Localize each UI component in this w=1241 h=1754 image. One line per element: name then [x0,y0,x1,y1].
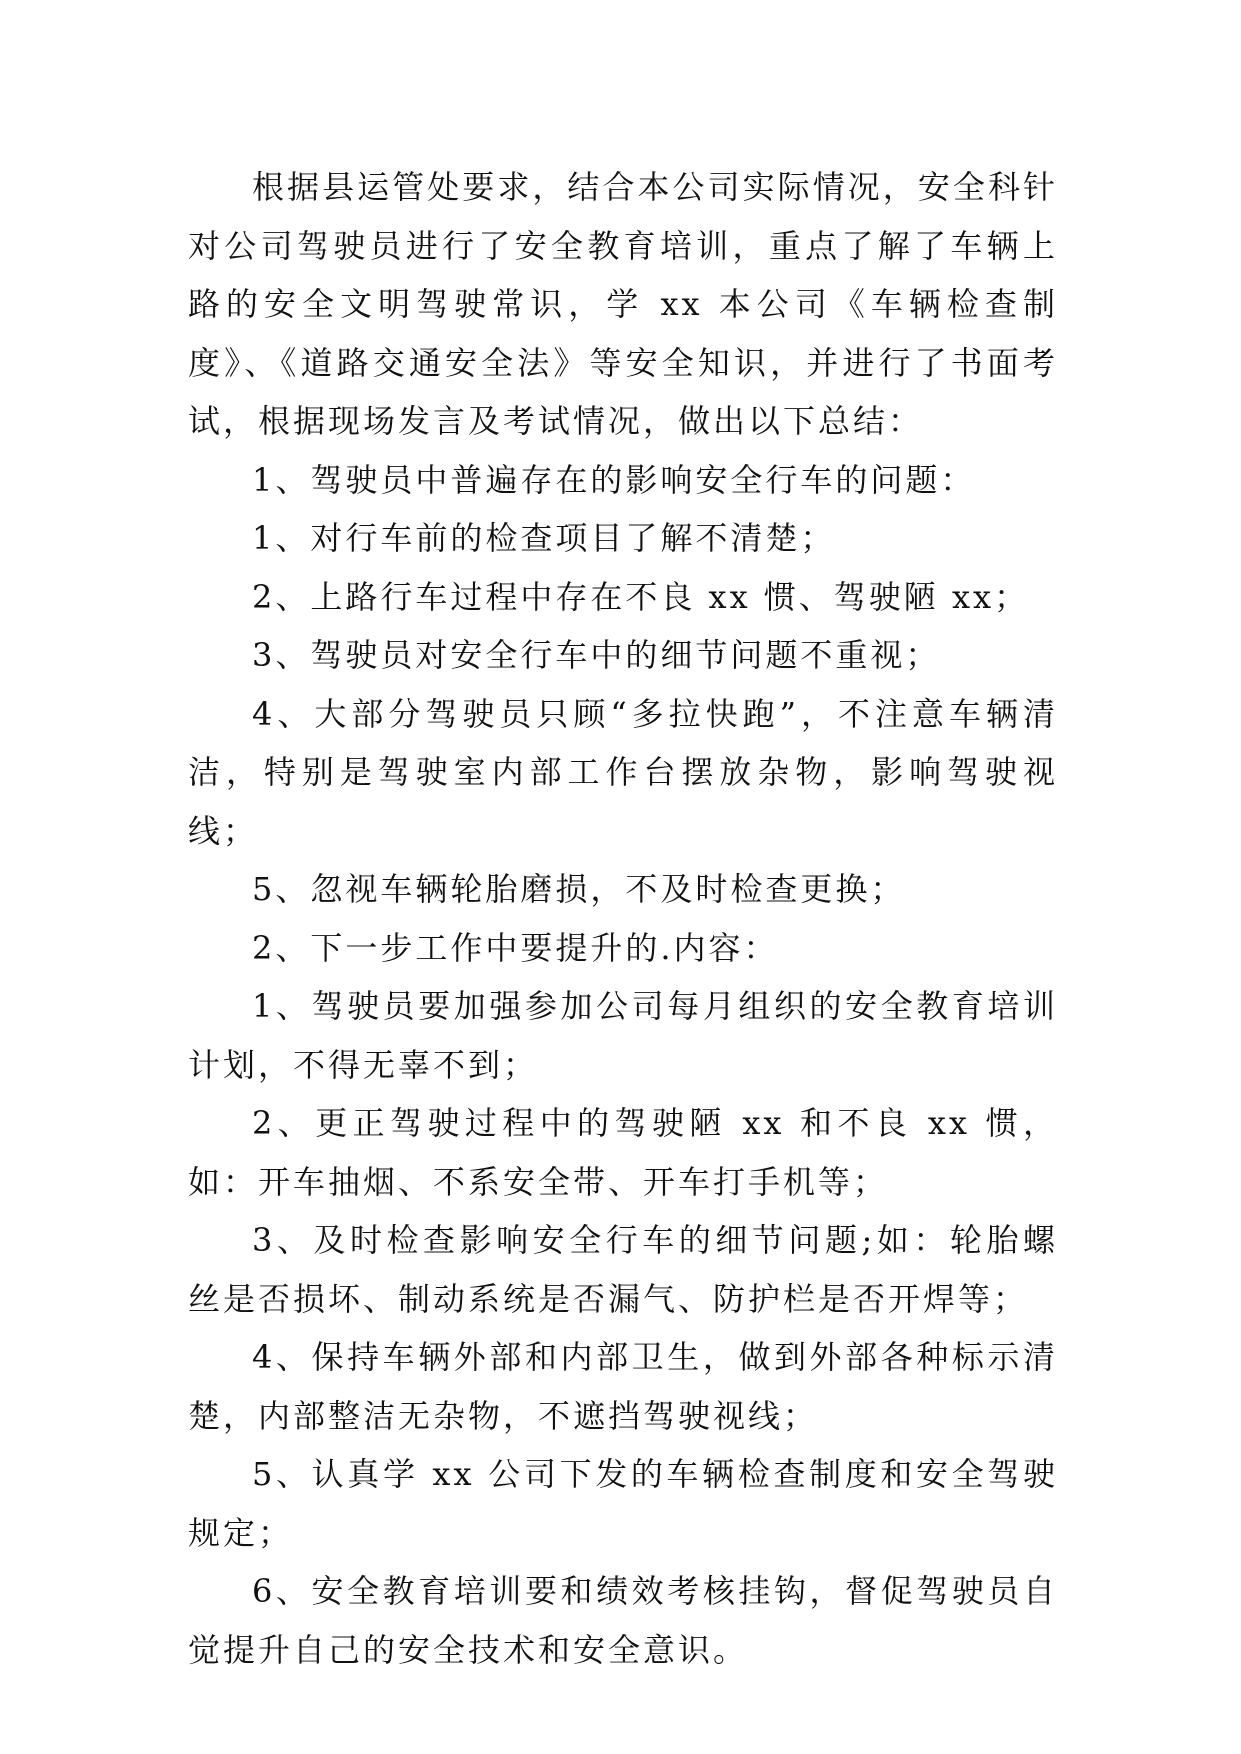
improvement-item: 5、认真学 xx 公司下发的车辆检查制度和安全驾驶规定； [188,1455,1058,1552]
intro-paragraph: 根据县运管处要求，结合本公司实际情况，安全科针对公司驾驶员进行了安全教育培训，重点了解了车辆上路的安全文明驾驶常识，学 xx 本公司《车辆检查制度》、《道路交通安全法》等安全知识，并进行了书面考试，根据现场发言及考试情况，做出以下总结： [188,168,1058,440]
problem-item: 4、大部分驾驶员只顾“多拉快跑”，不注意车辆清洁，特别是驾驶室内部工作台摆放杂物，影响驾驶视线； [188,694,1058,850]
problem-item: 3、驾驶员对安全行车中的细节问题不重视； [252,636,941,674]
improvement-item: 1、驾驶员要加强参加公司每月组织的安全教育培训计划，不得无辜不到； [188,987,1058,1084]
improvement-item: 3、及时检查影响安全行车的细节问题;如：轮胎螺丝是否损坏、制动系统是否漏气、防护栏是否开焊等； [188,1221,1058,1318]
document-body [188,158,1058,1679]
section-heading-problems: 1、驾驶员中普遍存在的影响安全行车的问题： [252,460,976,499]
improvement-item: 2、更正驾驶过程中的驾驶陋 xx 和不良 xx 惯，如：开车抽烟、不系安全带、开车打手机等； [188,1104,1058,1201]
improvement-item: 6、安全教育培训要和绩效考核挂钩，督促驾驶员自觉提升自己的安全技术和安全意识。 [188,1572,1058,1669]
problem-item: 5、忽视车辆轮胎磨损，不及时检查更换； [252,870,906,908]
problem-item: 2、上路行车过程中存在不良 xx 惯、驾驶陋 xx； [252,577,1030,616]
improvement-item: 4、保持车辆外部和内部卫生，做到外部各种标示清楚，内部整洁无杂物，不遮挡驾驶视线； [188,1338,1058,1435]
section-heading-improvements: 2、下一步工作中要提升的.内容： [252,928,779,967]
problem-item: 1、对行车前的检查项目了解不清楚； [252,519,836,557]
